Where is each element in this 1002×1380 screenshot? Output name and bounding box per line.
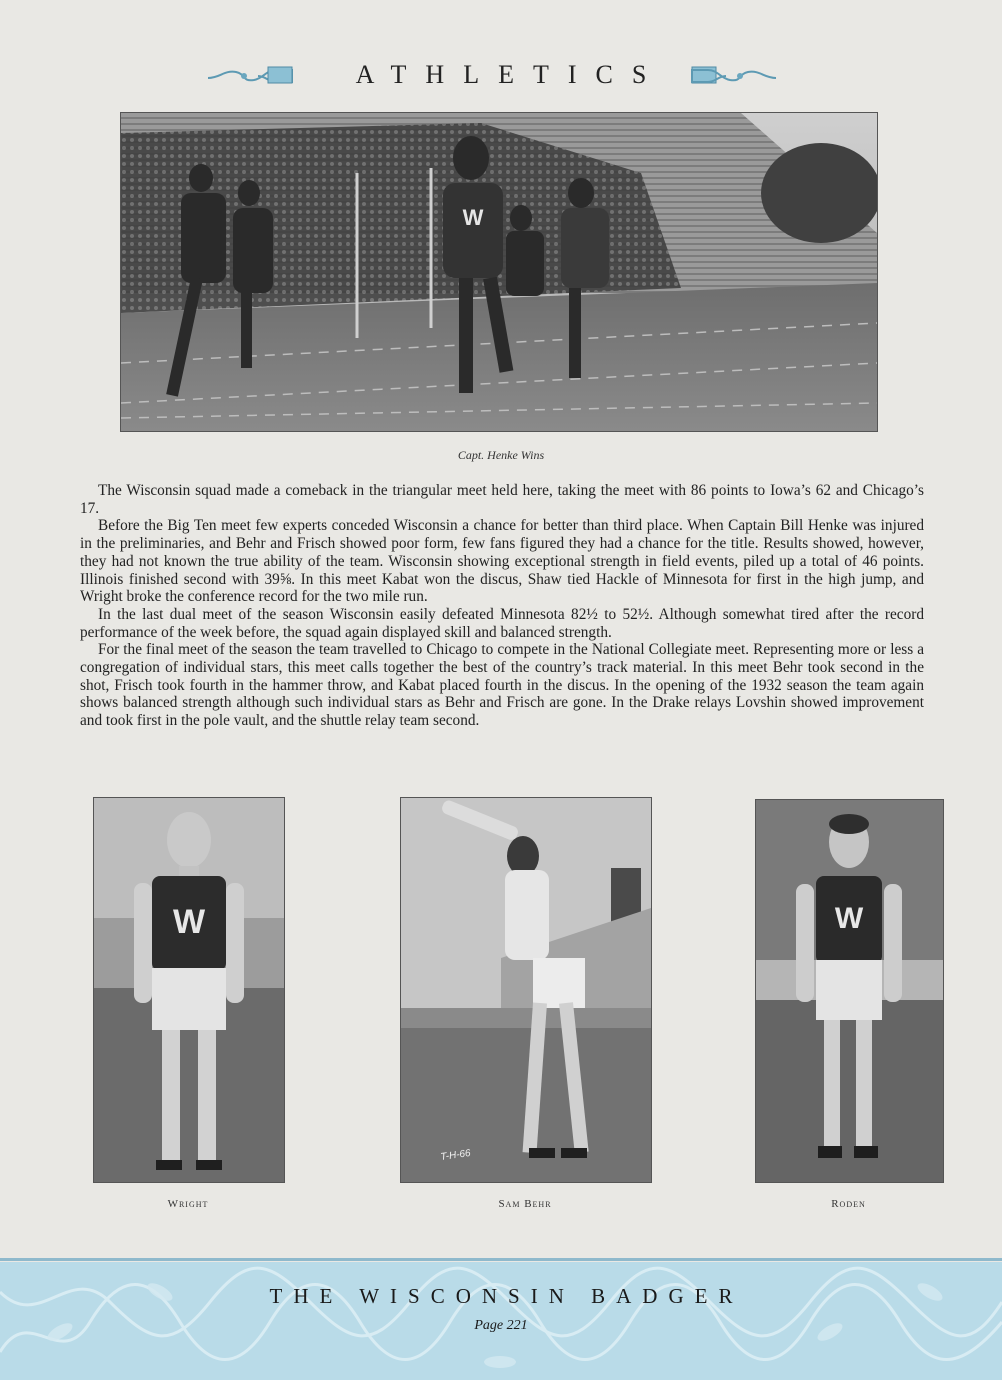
sam-behr-photo (400, 797, 652, 1183)
page-footer (0, 1262, 1002, 1380)
race-finish-photo (120, 112, 878, 432)
jersey-letter: W (834, 902, 864, 935)
negative-mark: T-H-66 (439, 1147, 472, 1163)
right-scroll-ornament (690, 64, 778, 86)
jersey-letter: W (172, 903, 206, 941)
section-title: ATHLETICS (355, 60, 666, 89)
footer-rule (0, 1258, 1002, 1261)
roden-portrait-photo (755, 799, 944, 1183)
publication-title: THE WISCONSIN BADGER (269, 1284, 744, 1308)
wright-caption: Wright (167, 1198, 209, 1210)
page-number: Page 221 (474, 1318, 528, 1333)
paragraph: In the last dual meet of the season Wisconsin easily defeated Minnesota 82½ to 52½. Although somewhat tired after the record performance of the week before, the squad again displayed skill and balanced strength. (80, 605, 924, 641)
paragraph: The Wisconsin squad made a comeback in the triangular meet held here, taking the meet with 86 points to Iowa’s 62 and Chicago’s 17. (80, 482, 924, 517)
paragraph: For the final meet of the season the team travelled to Chicago to compete in the National Collegiate meet. Representing more or less a congregation of individual stars, this meet calls together the best of the country’s track material. In this meet Behr took second in the shot, Frisch took fourth in the hammer throw, and Kabat placed fourth in the discus. In the opening of the 1932 season the team again shows balanced strength although such individual stars as Behr and Frisch are gone. In the Drake relays Lovshin showed improvement and took first in the pole vault, and the shuttle relay team second. (80, 641, 924, 730)
article-body (80, 482, 924, 730)
main-photo-caption: Capt. Henke Wins (457, 448, 545, 462)
paragraph: Before the Big Ten meet few experts conceded Wisconsin a chance for better than third place. When Captain Bill Henke was injured in the preliminaries, and Behr and Frisch showed poor form, few fans figured they had a chance for the title. Results showed, however, they had not known the true ability of the team. Wisconsin showing exceptional strength in field events, piled up a total of 46 points. Illinois finished second with 39⅝. In this meet Kabat won the discus, Shaw tied Hackle of Minnesota for first in the high jump, and Wright broke the conference record for the two mile run. (80, 517, 924, 606)
page-header (0, 58, 1002, 94)
jersey-letter: W (462, 205, 484, 230)
roden-caption: Roden (831, 1198, 866, 1210)
wright-portrait-photo (93, 797, 285, 1183)
sam-behr-caption: Sam Behr (498, 1198, 552, 1210)
